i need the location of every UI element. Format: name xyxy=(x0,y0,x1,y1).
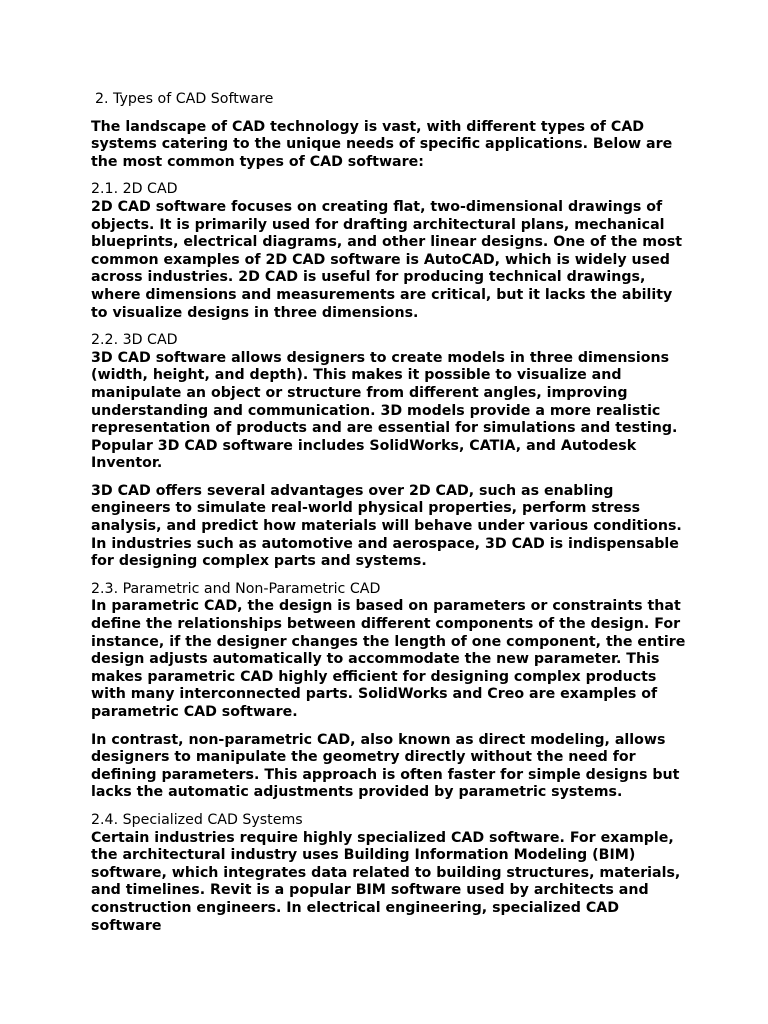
section-paragraph: 2D CAD software focuses on creating flat, two-dimensional drawings of objects. It is primarily used for drafting architectural plans, mechanical blueprints, electrical diagrams, and other linear designs. One of the most common examples of 2D CAD software is AutoCAD, which is widely used across industries. 2D CAD is useful for producing technical drawings, where dimensions and measurements are critical, but it lacks the ability to visualize designs in three dimensions. xyxy=(91,198,683,321)
section-2d-cad xyxy=(91,181,691,322)
section-paragraph: 3D CAD offers several advantages over 2D CAD, such as enabling engineers to simulate real-world physical properties, perform stress analysis, and predict how materials will behave under various conditions. In industries such as automotive and aerospace, 3D CAD is indispensable for designing complex parts and systems. xyxy=(91,482,682,570)
section-paragraph: 3D CAD software allows designers to create models in three dimensions (width, height, and depth). This makes it possible to visualize and manipulate an object or structure from different angles, improving understanding and communication. 3D models provide a more realistic representation of products and are essential for simulations and testing. Popular 3D CAD software includes SolidWorks, CATIA, and Autodesk Inventor. xyxy=(91,349,678,472)
section-specialized-cad xyxy=(91,812,691,935)
intro-paragraph: The landscape of CAD technology is vast, with different types of CAD systems catering to the unique needs of specific applications. Below are the most common types of CAD software: xyxy=(91,118,673,170)
section-3d-cad xyxy=(91,332,691,571)
section-parametric-cad xyxy=(91,581,691,802)
section-paragraph: Certain industries require highly specialized CAD software. For example, the architectural industry uses Building Information Modeling (BIM) software, which integrates data related to building structures, materials, and timelines. Revit is a popular BIM software used by architects and construction engineers. In electrical engineering, specialized CAD software xyxy=(91,829,681,934)
section-title: 2.1. 2D CAD xyxy=(91,181,178,198)
section-paragraph: In contrast, non-parametric CAD, also known as direct modeling, allows designers to manipulate the geometry directly without the need for defining parameters. This approach is often faster for simple designs but lacks the automatic adjustments provided by parametric systems. xyxy=(91,731,680,801)
section-title: 2.2. 3D CAD xyxy=(91,332,178,349)
section-paragraph: In parametric CAD, the design is based on parameters or constraints that define the relationships between different components of the design. For instance, if the designer changes the length of one component, the entire design adjusts automatically to accommodate the new parameter. This makes parametric CAD highly efficient for designing complex products with many interconnected parts. SolidWorks and Creo are examples of parametric CAD software. xyxy=(91,598,686,720)
page-heading: 2. Types of CAD Software xyxy=(95,91,274,107)
document-page xyxy=(91,91,691,945)
section-title: 2.4. Specialized CAD Systems xyxy=(91,811,303,828)
section-title: 2.3. Parametric and Non-Parametric CAD xyxy=(91,580,381,597)
